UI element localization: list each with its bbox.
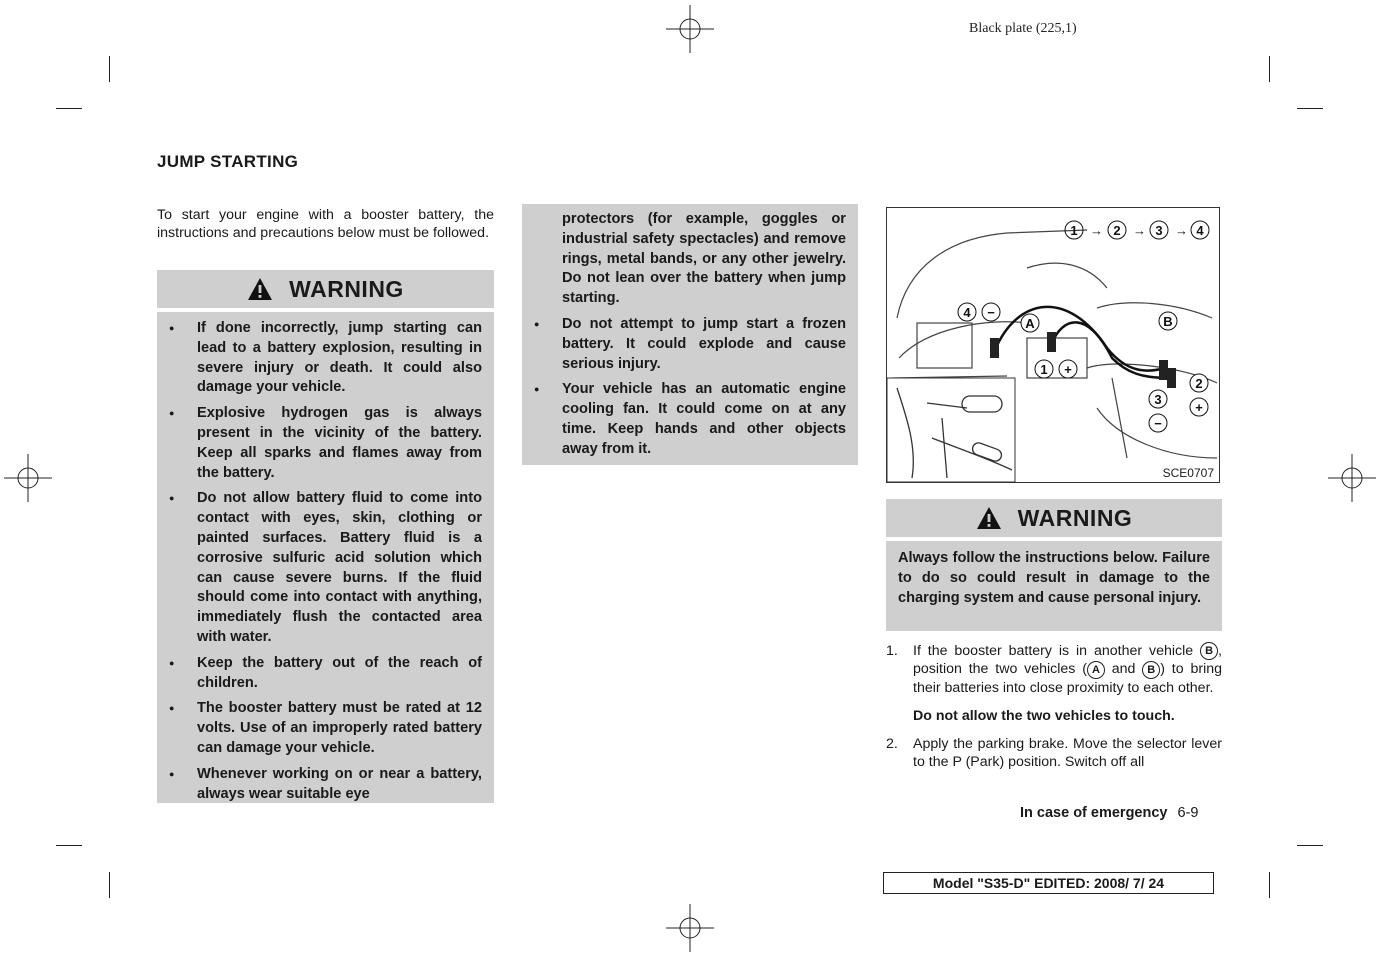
terminal-label: 1 [1040,362,1048,377]
vehicle-b-icon: B [1200,642,1218,660]
warning-bullet: ● Do not attempt to jump start a frozen battery. It could explode and cause serious injury. [522,315,846,374]
crop-mark [109,872,110,898]
warning-triangle-icon [247,277,273,301]
warning-box [157,312,494,803]
svg-text:→: → [1133,223,1146,238]
plus-label: + [1064,362,1072,377]
warning-title: WARNING [289,275,404,302]
step-2 [886,735,1222,771]
plus-label: + [1195,400,1203,415]
step-number: 1. [886,643,898,659]
page-footer [1020,805,1198,821]
step-text: If the booster battery is in another vehicle [913,643,1194,659]
jump-cable-diagram-icon [887,208,1219,482]
warning-bullet: ● Your vehicle has an automatic engine cooling fan. It could come on at any time. Keep hands and other objects away from it. [522,380,846,459]
vehicle-b-icon: B [1142,661,1160,679]
step-text: , position the two vehicles ( [913,643,1222,678]
svg-text:→: → [1175,223,1188,238]
footer-section-name: In case of emergency [1020,805,1168,821]
warning-bullet: ● Explosive hydrogen gas is always present in the vicinity of the battery. Keep all sparks and flames away from the battery. [157,404,482,483]
sequence-step-label: 4 [1196,223,1204,238]
crop-mark [1269,56,1270,82]
sequence-step-label: 2 [1113,223,1121,238]
terminal-label: 3 [1154,392,1162,407]
figure-code: SCE0707 [1162,466,1214,480]
warning-bullet: ● If done incorrectly, jump starting can lead to a battery explosion, resulting in severe injury or death. It could also damage your vehicle. [157,319,482,398]
warning-bullet: ● The booster battery must be rated at 12 volts. Use of an improperly rated battery can damage your vehicle. [157,699,482,758]
crop-mark [109,56,110,82]
page-number: 6-9 [1177,805,1199,821]
vehicle-a-label: A [1025,316,1035,331]
step-text: ) to bring their batteries into close proximity to each other. [913,661,1222,696]
registration-mark-icon [1328,454,1376,502]
registration-mark-icon [666,904,714,952]
crop-mark [56,108,82,109]
minus-label: − [987,305,995,320]
warning-bullet: ● Keep the battery out of the reach of children. [157,654,482,694]
step-text: and [1104,661,1143,678]
warning-box-continued [522,204,858,465]
minus-label: − [1154,416,1162,431]
svg-text:→: → [1090,223,1103,238]
crop-mark [1297,108,1323,109]
terminal-label: 2 [1195,376,1203,391]
registration-mark-icon [666,5,714,53]
step-number: 2. [886,735,898,752]
step-note: Do not allow the two vehicles to touch. [913,707,1175,724]
step-1 [886,642,1222,697]
warning-header [886,499,1222,537]
warning-bullet: ● Whenever working on or near a battery, always wear suitable eye [157,765,482,805]
registration-mark-icon [4,454,52,502]
plate-label: Black plate (225,1) [969,21,1077,36]
crop-mark [1297,845,1323,846]
vehicle-b-label: B [1163,314,1173,329]
step-text: Apply the parking brake. Move the selector lever to the P (Park) position. Switch off all [913,735,1222,770]
crop-mark [1269,872,1270,898]
terminal-label: 4 [963,305,971,320]
warning-box-2 [886,541,1222,631]
warning-header [157,270,494,308]
warning-title: WARNING [1017,504,1133,531]
sequence-step-label: 1 [1070,223,1078,238]
crop-mark [56,845,82,846]
vehicle-a-icon: A [1087,661,1105,679]
instruction-steps [886,642,1222,781]
section-title: JUMP STARTING [157,152,299,171]
warning-continued-text: protectors (for example, goggles or industrial safety spectacles) and remove rings, metal bands, or any other jewelry. Do not lean over the battery when jump starting. [562,211,846,307]
warning-text: Always follow the instructions below. Failure to do so could result in damage to the charging system and cause personal injury. [898,550,1210,606]
jump-start-illustration [886,207,1220,483]
warning-bullet: ● Do not allow battery fluid to come into contact with eyes, skin, clothing or painted surfaces. Battery fluid is a corrosive sulfuric acid solution which can cause severe burns. If the fluid should come into contact with anything, immediately flush the contacted area with water. [157,489,482,647]
warning-triangle-icon [976,506,1002,530]
sequence-step-label: 3 [1155,223,1163,238]
intro-paragraph: To start your engine with a booster battery, the instructions and precautions below must be followed. [157,207,494,241]
model-edit-box: Model "S35-D" EDITED: 2008/ 7/ 24 [883,872,1214,894]
